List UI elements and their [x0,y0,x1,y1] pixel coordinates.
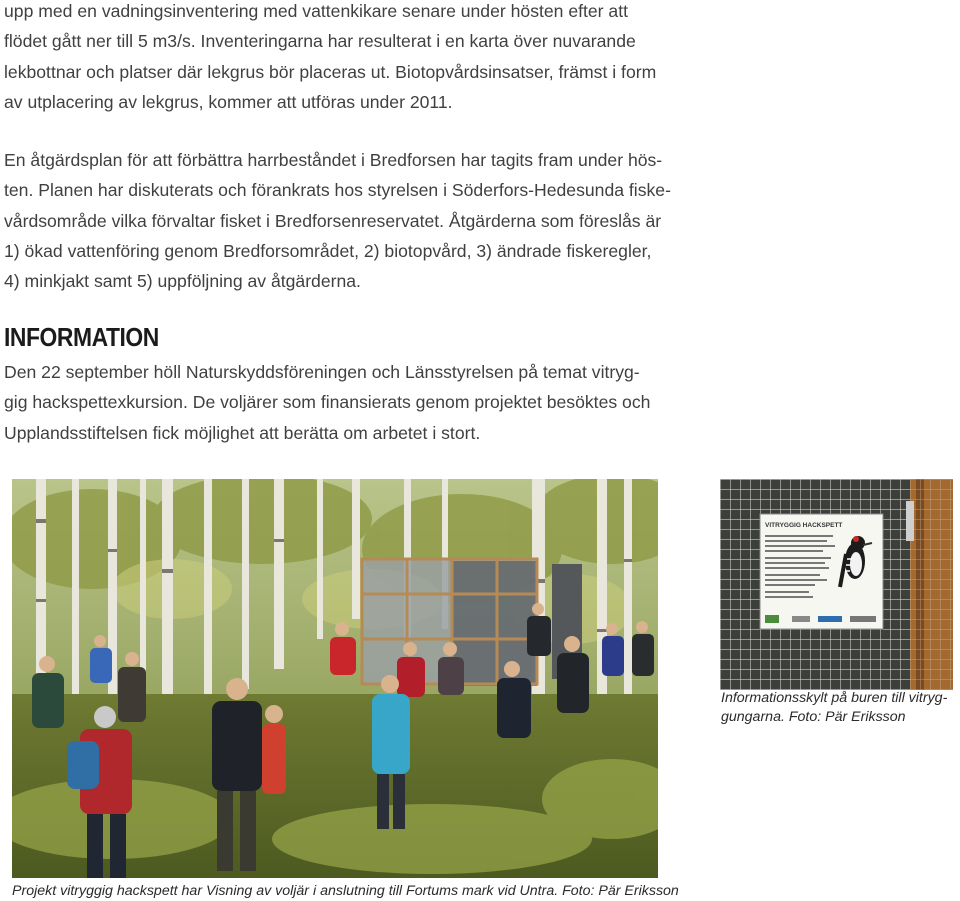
text-line: vårdsområde vilka förvaltar fisket i Bredforsenreservatet. Åtgärderna som föreslås är [4,210,662,231]
body-paragraph-1 [4,0,684,117]
body-paragraph-3 [4,357,684,448]
caption-line: Informationsskylt på buren till vitryg- [721,690,948,706]
text-line: lekbottnar och platser där lekgrus bör placeras ut. Biotopvårdsinsatser, främst i form [4,61,657,82]
excursion-photo-caption: Projekt vitryggig hackspett har Visning av voljär i anslutning till Fortums mark vid Untra. Foto: Pär Eriksson [12,883,679,899]
text-line: 4) minkjakt samt 5) uppföljning av åtgärderna. [4,271,361,292]
text-line: flödet gått ner till 5 m3/s. Inventeringarna har resulterat i en karta över nuvarande [4,31,636,52]
text-line: av utplacering av lekgrus, kommer att utföras under 2011. [4,91,453,112]
text-line: 1) ökad vattenföring genom Bredforsområdet, 2) biotopvård, 3) ändrade fiskeregler, [4,240,652,261]
text-line: Den 22 september höll Naturskyddsföreningen och Länsstyrelsen på temat vitryg- [4,362,640,382]
text-line: upp med en vadningsinventering med vattenkikare senare under hösten efter att [4,1,628,21]
text-line: En åtgärdsplan för att förbättra harrbeståndet i Bredforsen har tagits fram under hös- [4,150,663,170]
excursion-photo [12,479,658,878]
information-sign-photo [720,479,953,690]
text-line: ten. Planen har diskuterats och förankrats hos styrelsen i Söderfors-Hedesunda fiske- [4,180,671,201]
caption-line: gungarna. Foto: Pär Eriksson [721,709,906,725]
body-paragraph-2 [4,145,684,296]
text-line: Upplandsstiftelsen fick möjlighet att berätta om arbetet i stort. [4,422,481,443]
sign-title: VITRYGGIG HACKSPETT [765,522,843,529]
text-line: gig hackspettexkursion. De voljärer som finansierats genom projektet besöktes och [4,392,651,413]
information-sign-illustration [720,479,953,690]
sign-photo-caption [721,689,947,727]
excursion-photo-illustration [12,479,658,878]
section-heading: INFORMATION [4,322,159,352]
